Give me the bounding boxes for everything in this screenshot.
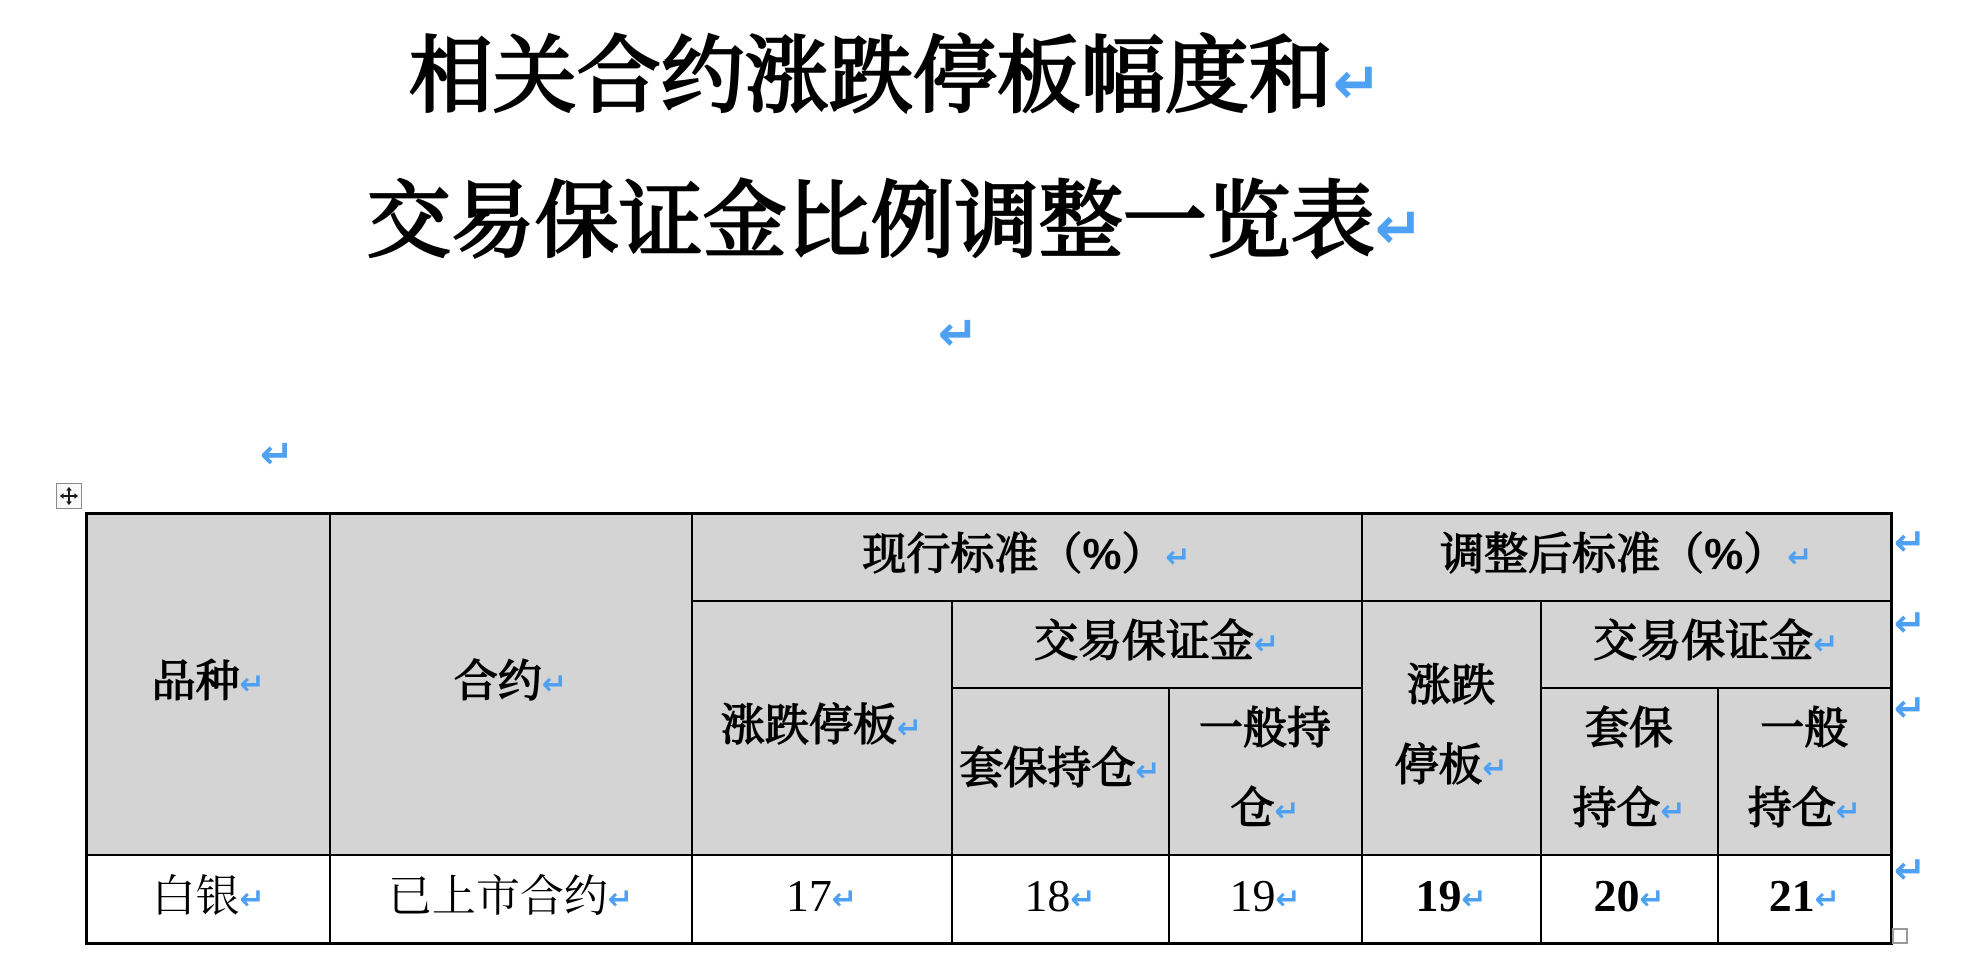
table-resize-handle[interactable] <box>1892 928 1908 944</box>
cell-adjusted-hedge[interactable]: 20↵ <box>1541 855 1718 944</box>
header-cell-adjusted-general[interactable]: 一般 持仓↵ <box>1718 688 1892 855</box>
line-break-mark-icon: ↵ <box>239 881 265 917</box>
header-cell-variety[interactable]: 品种↵ <box>87 514 330 856</box>
paragraph-mark-icon: ↵ <box>1660 794 1686 829</box>
header-cell-adjusted-group[interactable]: 调整后标准（%）↵ <box>1362 514 1892 602</box>
line-break-mark-icon: ↵ <box>1814 882 1840 917</box>
margin-adjustment-table <box>85 512 1893 945</box>
header-cell-adjusted-hedge[interactable]: 套保 持仓↵ <box>1541 688 1718 855</box>
document-title <box>0 8 1790 298</box>
paragraph-mark-icon: ↵ <box>260 432 294 478</box>
move-arrows-icon <box>59 486 79 506</box>
paragraph-mark-icon: ↵ <box>1835 794 1861 829</box>
cell-adjusted-price-limit[interactable]: 19↵ <box>1362 855 1541 944</box>
line-break-mark-icon: ↵ <box>1275 882 1301 917</box>
row-end-mark-icon: ↵ <box>1894 601 1926 645</box>
row-end-mark-icon: ↵ <box>1894 848 1926 892</box>
title-line-1[interactable] <box>0 8 1790 153</box>
header-cell-current-margin[interactable]: 交易保证金↵ <box>952 601 1362 688</box>
paragraph-mark-icon: ↵ <box>938 306 979 362</box>
header-cell-current-general[interactable]: 一般持 仓↵ <box>1169 688 1362 855</box>
title-text-2: 交易保证金比例调整一览表 <box>366 174 1375 268</box>
cell-current-hedge[interactable]: 18↵ <box>952 855 1169 944</box>
header-cell-adjusted-price-limit[interactable]: 涨跌 停板↵ <box>1362 601 1541 855</box>
line-break-mark-icon: ↵ <box>1639 882 1665 917</box>
row-end-mark-icon: ↵ <box>1894 520 1926 564</box>
paragraph-mark-icon: ↵ <box>1787 540 1813 575</box>
table-move-handle[interactable] <box>56 483 82 509</box>
paragraph-mark-icon: ↵ <box>1332 49 1382 117</box>
paragraph-mark-icon: ↵ <box>239 667 265 702</box>
cell-current-price-limit[interactable]: 17↵ <box>692 855 952 944</box>
row-end-mark-icon: ↵ <box>1894 686 1926 730</box>
cell-contract[interactable]: 已上市合约↵ <box>330 855 692 944</box>
paragraph-mark-icon: ↵ <box>1813 627 1839 662</box>
paragraph-mark-icon: ↵ <box>1135 754 1161 789</box>
header-cell-current-group[interactable]: 现行标准（%）↵ <box>692 514 1362 602</box>
header-cell-current-price-limit[interactable]: 涨跌停板↵ <box>692 601 952 855</box>
title-line-2[interactable] <box>0 153 1790 298</box>
header-cell-current-hedge[interactable]: 套保持仓↵ <box>952 688 1169 855</box>
paragraph-mark-icon: ↵ <box>1482 750 1508 786</box>
paragraph-mark-icon: ↵ <box>1274 794 1300 829</box>
title-text-1: 相关合约涨跌停板幅度和 <box>408 29 1333 123</box>
cell-current-general[interactable]: 19↵ <box>1169 855 1362 944</box>
paragraph-mark-icon: ↵ <box>1374 194 1424 262</box>
paragraph-mark-icon: ↵ <box>1253 627 1280 662</box>
paragraph-mark-icon: ↵ <box>896 710 923 746</box>
line-break-mark-icon: ↵ <box>1461 882 1487 917</box>
header-cell-contract[interactable]: 合约↵ <box>330 514 692 856</box>
line-break-mark-icon: ↵ <box>831 882 858 917</box>
line-break-mark-icon: ↵ <box>607 881 634 917</box>
cell-variety[interactable]: 白银↵ <box>87 855 330 944</box>
cell-adjusted-general[interactable]: 21↵ <box>1718 855 1892 944</box>
paragraph-mark-icon: ↵ <box>1165 540 1191 575</box>
header-cell-adjusted-margin[interactable]: 交易保证金↵ <box>1541 601 1892 688</box>
line-break-mark-icon: ↵ <box>1070 882 1096 917</box>
paragraph-mark-icon: ↵ <box>541 667 568 702</box>
